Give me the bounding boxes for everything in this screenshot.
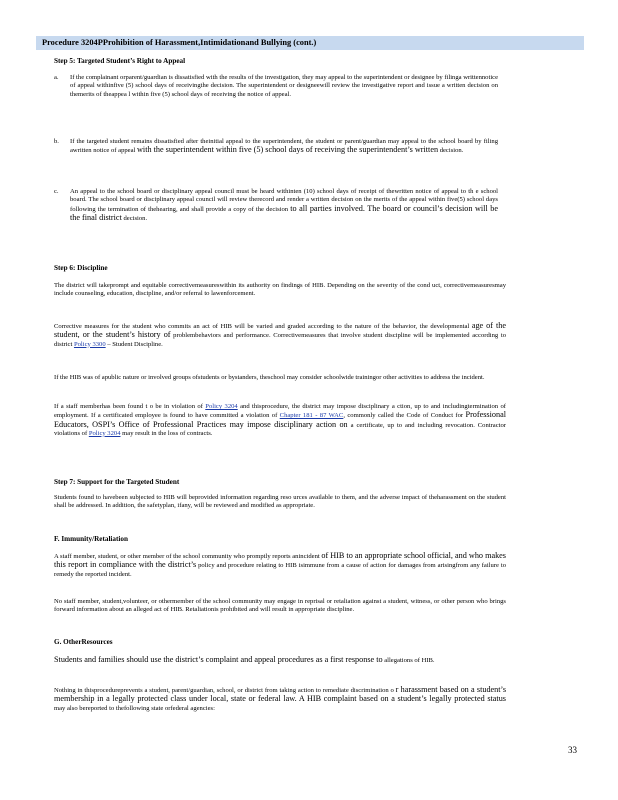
text-run: – Student Discipline. [105, 340, 163, 348]
text-run: decision. [121, 214, 148, 222]
step7-heading: Step 7: Support for the Targeted Student [54, 478, 180, 486]
text-run: problembehaviors and performance. Correctivemeasures that involve student discipline will be implemented according to district [54, 332, 506, 348]
text-run: r harassment based on a student’s membership in a legally protected class under local, state or federal law. A HIB complaint based on a student’s legally protected status [54, 685, 507, 704]
policy-link[interactable]: Policy 3204 [88, 429, 121, 437]
text-run: Students and families should use the district’s complaint and appeal procedures as a first response to [54, 655, 383, 664]
step6-paragraph-3 [54, 374, 506, 382]
procedure-header-title: Procedure 3204PProhibition of Harassment,Intimidationand Bullying (cont.) [42, 38, 317, 47]
step5-item-b-label: b. [54, 138, 59, 145]
text-run: Nothing in thisprocedureprevents a student, parent/guardian, school, or district from taking action to remediate discrimination o [54, 687, 396, 694]
text-run: If the complainant orparent/guardian is dissatisfied with the results of the investigation, they may appeal to the superintendent or designee by filinga writtennotice of appeal withinfive (5) school days of receivingthe decision. The superintendent or designeewill review the investigative report and issue a written decision on themerits of theappea l within five (5) school days of receiving the notice of appeal. [70, 74, 498, 98]
policy-link[interactable]: Policy 3300 [73, 340, 106, 348]
text-run: Professional Educators, OSPI’s Office of Professional Practices may impose disciplinary action on [54, 410, 506, 429]
step6-paragraph-1 [54, 282, 506, 299]
text-run: decision. [438, 147, 464, 155]
text-run: to all parties involved. The board or council’s decision will be the final district [70, 203, 498, 222]
text-run: may result in the loss of contracts. [120, 429, 213, 437]
step5-item-b-text [70, 138, 498, 156]
text-run: policy and procedure relating to HIB isimmune from a cause of action for damages from arisingfrom any failure to remedy the reported incident. [54, 562, 506, 578]
page-number: 33 [568, 745, 577, 755]
text-run: An appeal to the school board or disciplinary appeal council must be heard withinten (10) school days of receipt of thewritten notice of appeal to th e school board. The school board or disciplinary appeal council will review therecord and render a written decision on the merits of the appeal within five(5) school days following the termination of thehearing, and shall provide a copy of the decision [70, 188, 498, 213]
text-run: a certificate, up to and including revocation. Contractor violations of [54, 421, 506, 437]
section-g-paragraph-1 [54, 656, 506, 665]
procedure-header-bar [36, 36, 584, 50]
text-run: If the HIB was of apublic nature or involved groups ofstudents or bystanders, theschool may consider schoolwide trainingor other activities to address the incident. [54, 374, 485, 381]
text-run: of HIB to an appropriate school official, and who makes this report in compliance with the district’s [54, 551, 506, 570]
text-run: and thisprocedure, the district may impose disciplinary a ction, up to and includingtermination of employment. If a certificated employee is found to have committed a violation of [54, 403, 506, 420]
policy-link[interactable]: Chapter 181 - 87 WAC [279, 412, 344, 420]
text-run: A staff member, student, or other member of the school community who promptly reports anincident [54, 553, 322, 560]
section-g-heading: G. OtherResources [54, 638, 113, 646]
section-g-paragraph-2 [54, 686, 506, 713]
text-run: , commonly called the Code of Conduct for [343, 412, 466, 420]
step6-heading: Step 6: Discipline [54, 264, 108, 272]
text-run: age of the student, or the student’s history of [54, 321, 506, 340]
text-run: If the targeted student remains dissatisfied after theinitial appeal to the superintendent, the student or parent/guardian may appeal to the school board by filing awritten notice of appeal [70, 138, 498, 155]
text-run: allegations of HIB. [382, 657, 435, 664]
step6-paragraph-2 [54, 322, 506, 349]
section-f-heading: F. Immunity/Retaliation [54, 535, 129, 543]
policy-link[interactable]: Policy 3204 [205, 403, 238, 410]
step5-item-a-label: a. [54, 74, 59, 81]
step5-heading: Step 5: Targeted Student’s Right to Appeal [54, 57, 186, 65]
text-run: with the superintendent within five (5) school days of receiving the superintendent’s written [137, 145, 439, 155]
section-f-paragraph-1 [54, 552, 506, 579]
step5-item-c-text [70, 188, 498, 223]
text-run: may also bereported to thefollowing state orfederal agencies: [54, 704, 215, 712]
text-run: Corrective measures for the student who commits an act of HIB will be varied and graded according to the nature of the behavior, the developmental [54, 323, 472, 330]
step5-item-a-text [70, 74, 498, 99]
text-run: If a staff memberhas been found t o be in violation of [54, 403, 206, 410]
step6-paragraph-4 [54, 403, 506, 438]
step7-paragraph: Students found to havebeen subjected to HIB will beprovided information regarding reso urces available to them, and the adverse impact of theharassment on the student shall be addressed. In addition, the safetyplan, ifany, will be reviewed and modified as appropriate. [54, 494, 506, 510]
section-f-paragraph-2: No staff member, student,volunteer, or othermember of the school community may engage in reprisal or retaliation against a student, witness, or other person who brings forward information about an alleged act of HIB. Retaliationis prohibited and will result in appropriate discipline. [54, 598, 506, 614]
text-run: The district will takeprompt and equitable correctivemeasureswithin its authority on findings of HIB. Depending on the severity of the cond uct, correctivemeasuresmay include counseling, education, discipline, and/or referral to lawenforcement. [54, 282, 506, 298]
step5-item-c-label: c. [54, 188, 59, 195]
